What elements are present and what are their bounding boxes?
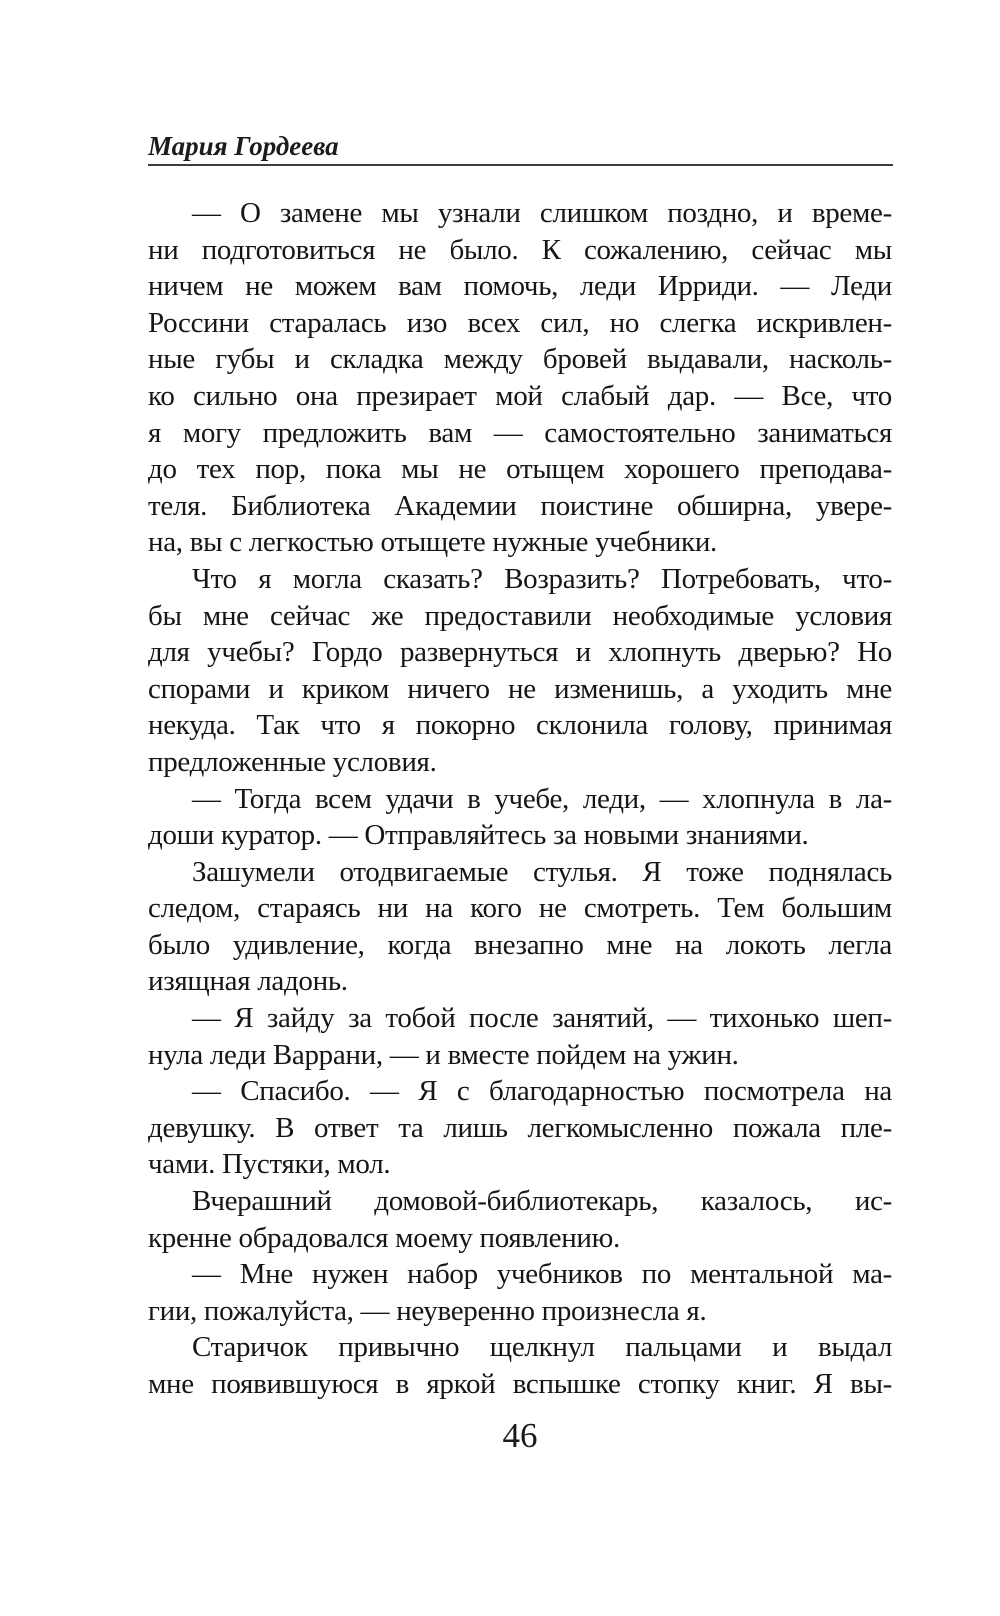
paragraph [148, 1183, 892, 1256]
text-line: я могу предложить вам — самостоятельно заниматься [148, 416, 892, 449]
page-number: 46 [502, 1416, 538, 1455]
text-line: бы мне сейчас же предоставили необходимые условия [148, 599, 892, 632]
text-line: ничем не можем вам помочь, леди Ирриди. — Леди [148, 270, 892, 303]
paragraph [148, 561, 892, 781]
text-line: для учебы? Гордо развернуться и хлопнуть дверью? Но [148, 636, 892, 669]
paragraph [148, 1256, 892, 1329]
text-line: кренне обрадовался моему появлению. [148, 1221, 620, 1254]
text-line: Россини старалась изо всех сил, но слегка искривлен- [148, 306, 892, 339]
text-line: — Мне нужен набор учебников по ментальной ма- [192, 1258, 892, 1291]
text-line: доши куратор. — Отправляйтесь за новыми знаниями. [148, 819, 809, 852]
paragraph [148, 195, 892, 561]
text-line: Зашумели отодвигаемые стулья. Я тоже поднялась [192, 855, 892, 888]
text-line: — Тогда всем удачи в учебе, леди, — хлопнула в ла- [192, 782, 892, 815]
text-line: гии, пожалуйста, — неуверенно произнесла я. [148, 1294, 707, 1327]
paragraph [148, 1329, 892, 1402]
text-line: — О замене мы узнали слишком поздно, и време- [192, 197, 892, 229]
text-line: ко сильно она презирает мой слабый дар. — Все, что [148, 379, 892, 412]
header-rule [148, 164, 893, 166]
paragraph [148, 1073, 892, 1183]
page-body [148, 195, 892, 1403]
text-line: ни подготовиться не было. К сожалению, сейчас мы [148, 233, 892, 266]
text-line: — Я зайду за тобой после занятий, — тихонько шеп- [192, 1002, 892, 1035]
text-line: было удивление, когда внезапно мне на локоть легла [148, 928, 892, 961]
paragraph [148, 781, 892, 854]
paragraph [148, 1000, 892, 1073]
text-line: нула леди Варрани, — и вместе пойдем на ужин. [148, 1038, 739, 1071]
text-line: некуда. Так что я покорно склонила голову, принимая [148, 709, 892, 742]
text-line: мне появившуюся в яркой вспышке стопку книг. Я вы- [148, 1368, 892, 1400]
text-line: Вчерашний домовой-библиотекарь, казалось, ис- [192, 1185, 892, 1218]
text-line: чами. Пустяки, мол. [148, 1148, 391, 1181]
text-line: Старичок привычно щелкнул пальцами и выдал [192, 1331, 892, 1364]
text-line: ные губы и складка между бровей выдавали, насколь- [148, 343, 892, 376]
text-line: теля. Библиотека Академии поистине обширна, увере- [148, 489, 892, 522]
text-line: следом, стараясь ни на кого не смотреть. Тем большим [148, 892, 892, 925]
text-line: на, вы с легкостью отыщете нужные учебники. [148, 526, 717, 559]
text-line: спорами и криком ничего не изменишь, а уходить мне [148, 672, 892, 705]
text-line: предложенные условия. [148, 745, 437, 778]
text-line: девушку. В ответ та лишь легкомысленно пожала пле- [148, 1111, 892, 1144]
text-line: — Спасибо. — Я с благодарностью посмотрела на [192, 1075, 892, 1108]
text-line: Что я могла сказать? Возразить? Потребовать, что- [192, 562, 892, 595]
text-line: изящная ладонь. [148, 965, 348, 998]
paragraph [148, 854, 892, 1000]
running-header-author: Мария Гордеева [148, 131, 339, 161]
text-line: до тех пор, пока мы не отыщем хорошего преподава- [148, 453, 892, 486]
